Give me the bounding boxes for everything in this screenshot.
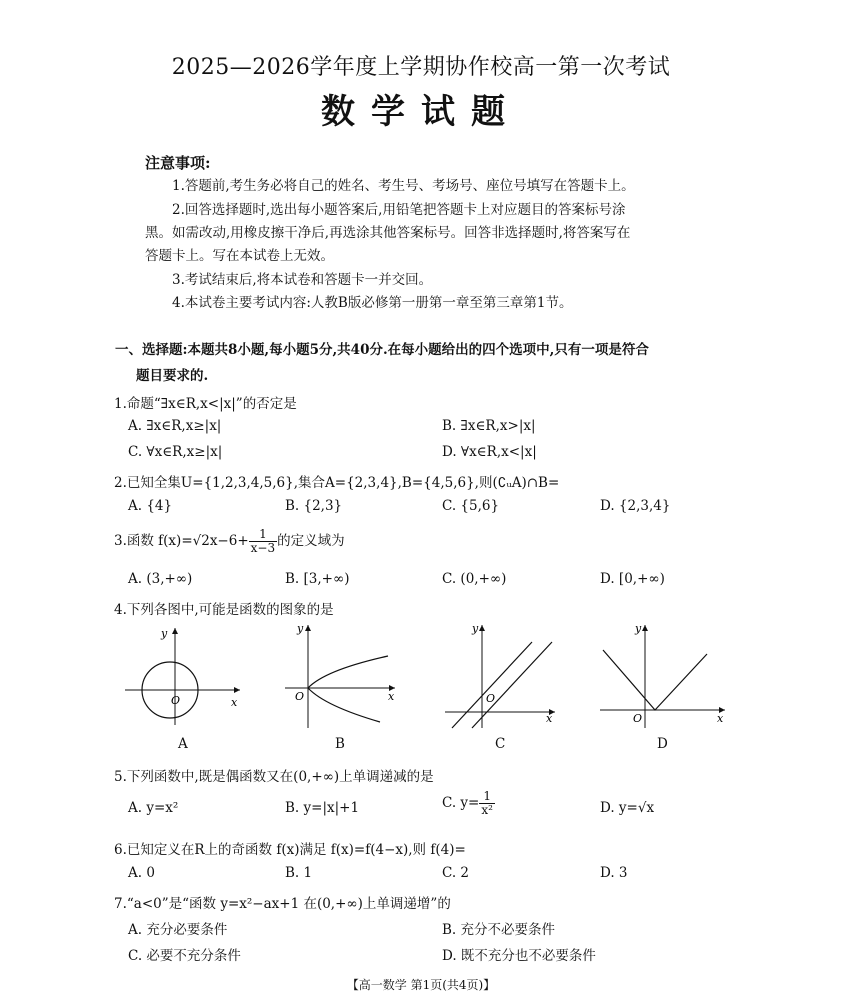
question-5-option-a: A. y=x² (128, 800, 179, 816)
question-6-stem: 6.已知定义在R上的奇函数 f(x)满足 f(x)=f(4−x),则 f(4)= (114, 842, 466, 858)
question-5-option-c-fraction (479, 790, 495, 817)
graph-b-y-label: y (297, 622, 304, 635)
graph-c-origin: O (486, 692, 496, 705)
question-3-option-b: B. [3,+∞) (285, 571, 350, 587)
question-7-option-c: C. 必要不充分条件 (128, 948, 241, 964)
notice-item-2-cont2: 答题卡上。写在本试卷上无效。 (145, 248, 334, 264)
graph-a-y-arrow (172, 628, 178, 634)
question-5-option-d: D. y=√x (600, 800, 655, 816)
graph-d-y-label: y (635, 622, 642, 635)
question-7-option-a: A. 充分必要条件 (128, 922, 228, 938)
question-3-option-d: D. [0,+∞) (600, 571, 665, 587)
question-2-option-d: D. {2,3,4} (600, 498, 671, 514)
question-7-option-d: D. 既不充分也不必要条件 (442, 948, 596, 964)
question-2-stem: 2.已知全集U={1,2,3,4,5,6},集合A={2,3,4},B={4,5,6},则(∁ᵤA)∩B= (114, 475, 560, 491)
fraction-denominator: x−3 (250, 541, 276, 555)
fraction-numerator: 1 (249, 528, 277, 542)
graph-c-line-2 (472, 642, 552, 728)
graph-c-y-arrow (479, 625, 485, 631)
graph-a (115, 620, 245, 730)
graph-c-x-label: x (546, 712, 553, 725)
question-6-option-c: C. 2 (442, 865, 470, 881)
graph-b-y-arrow (305, 625, 311, 631)
graph-c-y-label: y (472, 622, 479, 635)
notice-item-2-cont: 黑。如需改动,用橡皮擦干净后,再选涂其他答案标号。回答非选择题时,将答案写在 (145, 225, 631, 241)
question-2-option-b: B. {2,3} (285, 498, 343, 514)
graph-b-curve (308, 656, 388, 722)
exam-subtitle: 数学试题 (321, 92, 521, 132)
graph-a-x-arrow (234, 687, 240, 693)
graph-a-y-label: y (161, 627, 168, 640)
question-3-stem-post: 的定义域为 (277, 533, 345, 549)
fraction-numerator: 1 (479, 790, 495, 804)
question-7-stem: 7.“a<0”是“函数 y=x²−ax+1 在(0,+∞)上单调递增”的 (114, 896, 451, 912)
question-5-stem: 5.下列函数中,既是偶函数又在(0,+∞)上单调递减的是 (114, 769, 434, 785)
question-3-fraction (249, 528, 277, 555)
question-3-stem-pre: 3.函数 f(x)=√2x−6+ (114, 533, 249, 549)
question-2-option-c: C. {5,6} (442, 498, 500, 514)
question-6-option-d: D. 3 (600, 865, 628, 881)
graph-b (280, 620, 400, 730)
graph-c-label: C (495, 736, 506, 752)
notice-item-3: 3.考试结束后,将本试卷和答题卡一并交回。 (172, 272, 433, 288)
graph-d-label: D (657, 736, 668, 752)
section-heading: 一、选择题:本题共8小题,每小题5分,共40分.在每小题给出的四个选项中,只有一项是符合 (115, 342, 649, 358)
question-3-stem (114, 528, 345, 555)
graph-a-label: A (178, 736, 188, 752)
question-7-option-b: B. 充分不必要条件 (442, 922, 556, 938)
question-1-stem: 1.命题“∃x∈R,x<|x|”的否定是 (114, 396, 297, 412)
graph-b-label: B (335, 736, 345, 752)
graph-d-vshape (603, 650, 707, 710)
exam-title: 2025—2026学年度上学期协作校高一第一次考试 (171, 55, 671, 80)
notice-item-2: 2.回答选择题时,选出每小题答案后,用铅笔把答题卡上对应题目的答案标号涂 (172, 202, 626, 218)
notice-item-4: 4.本试卷主要考试内容:人教B版必修第一册第一章至第三章第1节。 (172, 295, 573, 311)
graph-a-origin: O (171, 694, 181, 707)
graph-c-line-1 (452, 642, 532, 728)
question-1-option-d: D. ∀x∈R,x<|x| (442, 444, 537, 460)
graph-c (440, 620, 560, 730)
graph-d (595, 620, 730, 730)
question-4-stem: 4.下列各图中,可能是函数的图象的是 (114, 602, 334, 618)
graph-a-x-label: x (231, 696, 238, 709)
notice-item-1: 1.答题前,考生务必将自己的姓名、考生号、考场号、座位号填写在答题卡上。 (172, 178, 635, 194)
graph-b-x-label: x (388, 690, 395, 703)
question-3-option-c: C. (0,+∞) (442, 571, 507, 587)
question-1-option-a: A. ∃x∈R,x≥|x| (128, 418, 222, 434)
question-6-option-a: A. 0 (128, 865, 155, 881)
question-1-option-c: C. ∀x∈R,x≥|x| (128, 444, 223, 460)
question-5-option-c (442, 790, 495, 817)
question-3-option-a: A. (3,+∞) (128, 571, 193, 587)
fraction-denominator: x² (481, 803, 493, 817)
question-6-option-b: B. 1 (285, 865, 313, 881)
graph-d-x-label: x (717, 712, 724, 725)
question-2-option-a: A. {4} (128, 498, 173, 514)
question-5-option-c-pre: C. y= (442, 795, 480, 811)
section-heading-cont: 题目要求的. (136, 368, 209, 384)
graph-b-origin: O (295, 690, 305, 703)
graph-d-y-arrow (642, 625, 648, 631)
notice-heading: 注意事项: (145, 154, 211, 172)
graph-d-origin: O (633, 712, 643, 725)
question-5-option-b: B. y=|x|+1 (285, 800, 360, 816)
question-1-option-b: B. ∃x∈R,x>|x| (442, 418, 536, 434)
page-footer: 【高一数学 第1页(共4页)】 (346, 978, 496, 992)
